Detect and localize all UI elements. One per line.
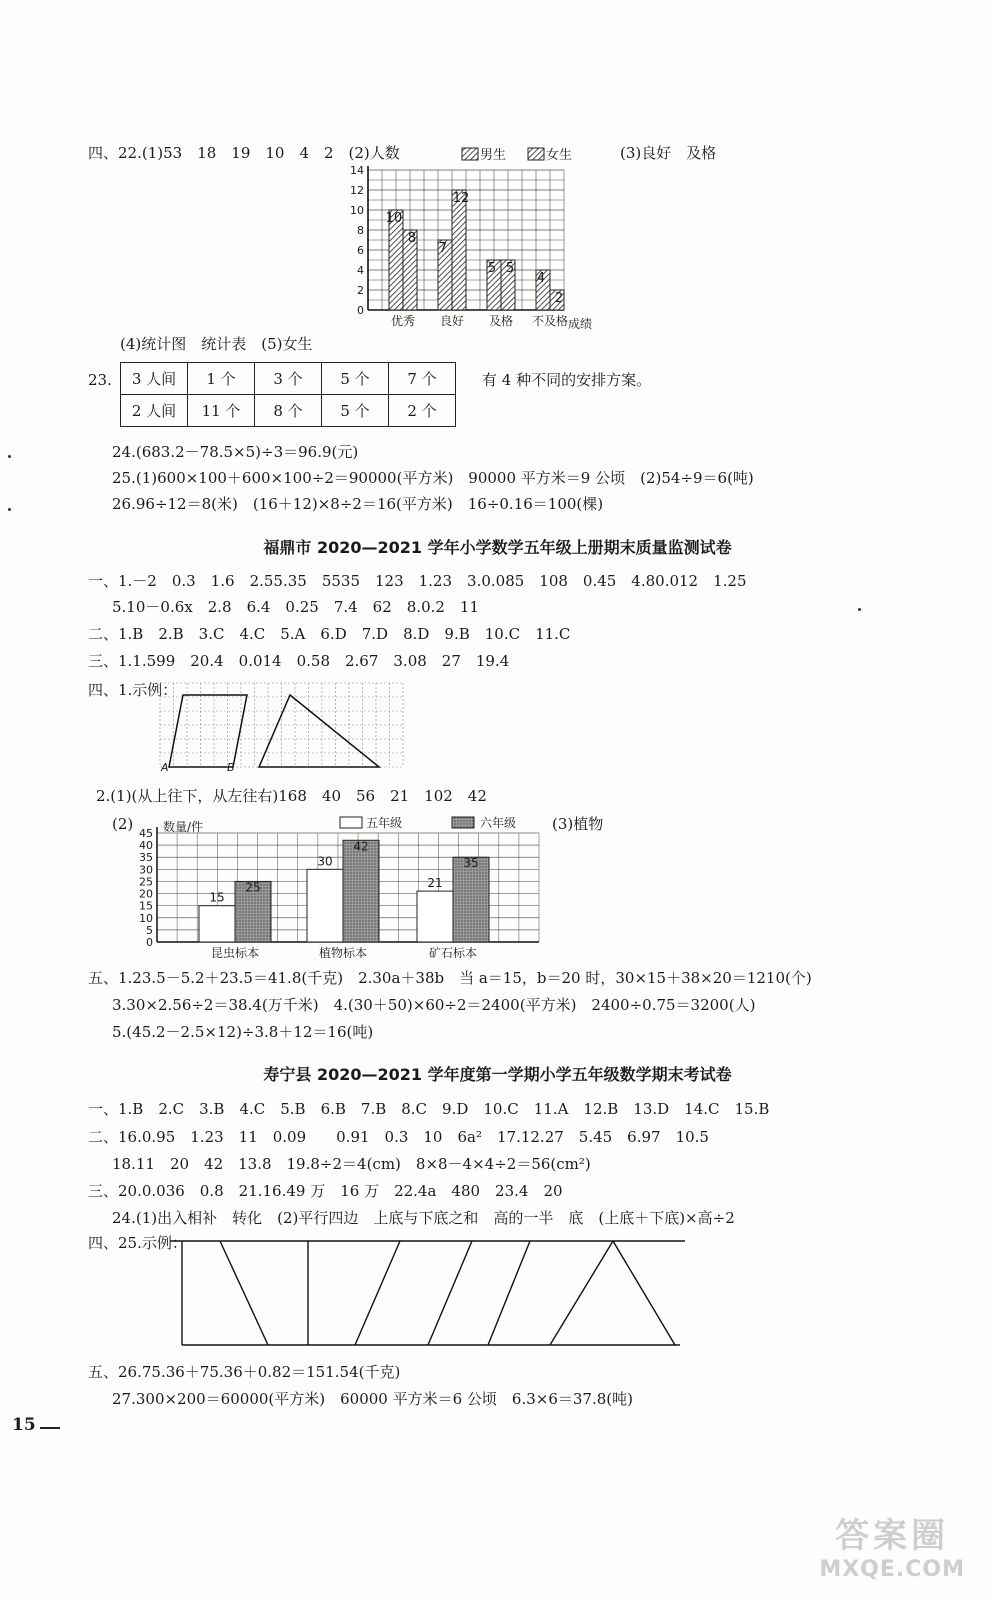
x-tick-label: 不及格: [531, 314, 569, 328]
table-cell: 3 人间: [121, 363, 188, 395]
data-label: 7: [438, 241, 448, 256]
page-number: 15: [12, 1415, 36, 1435]
bar: [452, 190, 466, 310]
grid-shapes-figure: [155, 675, 410, 775]
triangle-shape: [259, 695, 379, 767]
bar: [343, 840, 379, 942]
bar: [307, 869, 343, 942]
data-label: 5: [487, 261, 497, 276]
table-cell: 1 个: [188, 363, 255, 395]
legend-boys-swatch: [462, 148, 478, 160]
y-tick-label: 2: [357, 284, 364, 297]
y-tick-label: 25: [139, 875, 153, 889]
watermark-logo: [819, 1508, 965, 1582]
vertex-label-a: A: [161, 761, 169, 774]
sn-part5-line1: 五、26.75.36＋75.36＋0.82＝151.54(千克): [88, 1363, 401, 1381]
watermark-line2: MXQE.COM: [819, 1557, 965, 1582]
fd-part5-line1: 五、1.23.5－5.2＋23.5＝41.8(千克) 2.30a＋38b 当 a＝15，b＝20 时，30×15＋38×20＝1210(个): [88, 969, 812, 987]
fd-part5-line2: 3.30×2.56÷2＝38.4(万千米) 4.(30＋50)×60÷2＝2400(平方米) 2400÷0.75＝3200(人): [112, 996, 756, 1014]
data-label: 8: [407, 231, 417, 246]
y-tick-label: 8: [357, 224, 364, 237]
fd-part4-q2-3: (3)植物: [552, 815, 604, 833]
y-tick-label: 10: [350, 204, 364, 217]
y-tick-label: 14: [350, 164, 364, 177]
sn-part3-line1: 三、20.0.036 0.8 21.16.49 万 16 万 22.4a 480 23.4 20: [88, 1182, 563, 1200]
table-row: [121, 395, 456, 427]
sn-part2-line1: 二、16.0.95 1.23 11 0.09 0.91 0.3 10 6a² 17.12.27 5.45 6.97 10.5: [88, 1128, 709, 1146]
fd-part4-example: 四、1.示例：: [88, 681, 178, 699]
table-cell: 11 个: [188, 395, 255, 427]
y-tick-label: 5: [146, 923, 153, 937]
data-label: 15: [209, 890, 225, 905]
parallelogram-shape: [169, 695, 247, 767]
y-tick-label: 15: [139, 899, 153, 913]
y-tick-label: 12: [350, 184, 364, 197]
table-row: [121, 363, 456, 395]
vertex-label-b: B: [227, 761, 235, 774]
q22-answer-3: (3)良好 及格: [620, 144, 717, 162]
sn-part2-line2: 18.11 20 42 13.8 19.8÷2＝4(cm) 8×8－4×4÷2＝56(cm²): [112, 1155, 591, 1173]
q23-number: 23.: [88, 371, 112, 389]
y-tick-label: 35: [139, 851, 153, 865]
x-tick-label: 优秀: [390, 314, 416, 328]
sn-part1-line: 一、1.B 2.C 3.B 4.C 5.B 6.B 7.B 8.C 9.D 10.C 11.A 12.B 13.D 14.C 15.B: [88, 1100, 770, 1118]
watermark-line1: 答案圈: [835, 1516, 950, 1556]
chart-specimens: [125, 815, 545, 960]
fd-part4-q2-2: (2): [112, 815, 134, 833]
data-label: 10: [385, 211, 403, 226]
chart-specimens-ylabel: 数量/件: [163, 820, 204, 834]
y-tick-label: 30: [139, 863, 153, 877]
fd-part3-line: 三、1.1.599 20.4 0.014 0.58 2.67 3.08 27 19.4: [88, 652, 510, 670]
chart-grades: [340, 160, 610, 340]
y-tick-label: 0: [357, 304, 364, 317]
legend-girls-swatch: [528, 148, 544, 160]
x-tick-label: 良好: [439, 314, 465, 328]
q24-line: 24.(683.2－78.5×5)÷3＝96.9(元): [112, 443, 359, 461]
data-label: 2: [554, 291, 564, 306]
q22-line: 四、22.(1)53 18 19 10 4 2 (2)人数: [88, 144, 400, 162]
x-tick-label: 矿石标本: [428, 946, 478, 960]
fd-part1-line2: 5.10－0.6x 2.8 6.4 0.25 7.4 62 8.0.2 11: [112, 598, 480, 616]
parallel-lines-figure: [170, 1236, 690, 1351]
fd-part4-q2-1: 2.(1)(从上往下，从左往右)168 40 56 21 102 42: [96, 787, 487, 805]
bar: [417, 891, 453, 942]
y-tick-label: 10: [139, 911, 153, 925]
sn-part3-line2: 24.(1)出入相补 转化 (2)平行四边 上底与下底之和 高的一半 底 (上底＋下底)×高÷2: [112, 1209, 735, 1227]
y-tick-label: 40: [139, 839, 153, 853]
fd-part1-line1: 一、1.－2 0.3 1.6 2.55.35 5535 123 1.23 3.0.085 108 0.45 4.80.012 1.25: [88, 572, 747, 590]
q26-line: 26.96÷12＝8(米) (16＋12)×8÷2＝16(平方米) 16÷0.16＝100(棵): [112, 495, 604, 513]
legend-grade5-label: 五年级: [366, 816, 403, 830]
data-label: 4: [536, 271, 546, 286]
y-tick-label: 20: [139, 887, 153, 901]
y-tick-label: 4: [357, 264, 364, 277]
q22-answer-45: (4)统计图 统计表 (5)女生: [120, 335, 313, 353]
chart-grades-xlabel: 成绩: [568, 317, 593, 331]
table-cell: 2 人间: [121, 395, 188, 427]
table-cell: 8 个: [255, 395, 322, 427]
legend-boys-label: 男生: [480, 148, 507, 163]
legend-girls-label: 女生: [546, 148, 573, 163]
table-cell: 7 个: [389, 363, 456, 395]
x-tick-label: 植物标本: [318, 946, 368, 960]
bar: [199, 906, 235, 942]
q23-answer: 有 4 种不同的安排方案。: [482, 371, 652, 389]
fd-part5-line3: 5.(45.2－2.5×12)÷3.8＋12＝16(吨): [112, 1023, 374, 1041]
table-cell: 3 个: [255, 363, 322, 395]
table-cell: 5 个: [322, 363, 389, 395]
fd-part2-line: 二、1.B 2.B 3.C 4.C 5.A 6.D 7.D 8.D 9.B 10.C 11.C: [88, 625, 571, 643]
data-label: 35: [463, 856, 479, 871]
q25-line: 25.(1)600×100＋600×100÷2＝90000(平方米) 90000 平方米＝9 公顷 (2)54÷9＝6(吨): [112, 469, 754, 487]
y-tick-label: 0: [146, 936, 153, 949]
data-label: 5: [505, 261, 515, 276]
sn-part5-line2: 27.300×200＝60000(平方米) 60000 平方米＝6 公顷 6.3×6＝37.8(吨): [112, 1390, 633, 1408]
chart-grades-legend: [462, 145, 582, 163]
room-arrangement-table: [120, 362, 456, 427]
data-label: 12: [452, 191, 470, 206]
data-label: 30: [317, 854, 333, 869]
x-tick-label: 昆虫标本: [210, 946, 260, 960]
y-tick-label: 45: [139, 827, 153, 840]
exam-title-fuding: 福鼎市 2020—2021 学年小学数学五年级上册期末质量监测试卷: [263, 538, 732, 557]
sn-part4-example: 四、25.示例：: [88, 1234, 187, 1252]
data-label: 25: [245, 880, 261, 895]
data-label: 42: [353, 839, 369, 854]
data-label: 21: [427, 876, 443, 891]
x-tick-label: 及格: [488, 314, 514, 328]
table-cell: 5 个: [322, 395, 389, 427]
exam-title-shouning: 寿宁县 2020—2021 学年度第一学期小学五年级数学期末考试卷: [263, 1065, 732, 1084]
y-tick-label: 6: [357, 244, 364, 257]
legend-grade6-label: 六年级: [480, 816, 517, 830]
table-cell: 2 个: [389, 395, 456, 427]
